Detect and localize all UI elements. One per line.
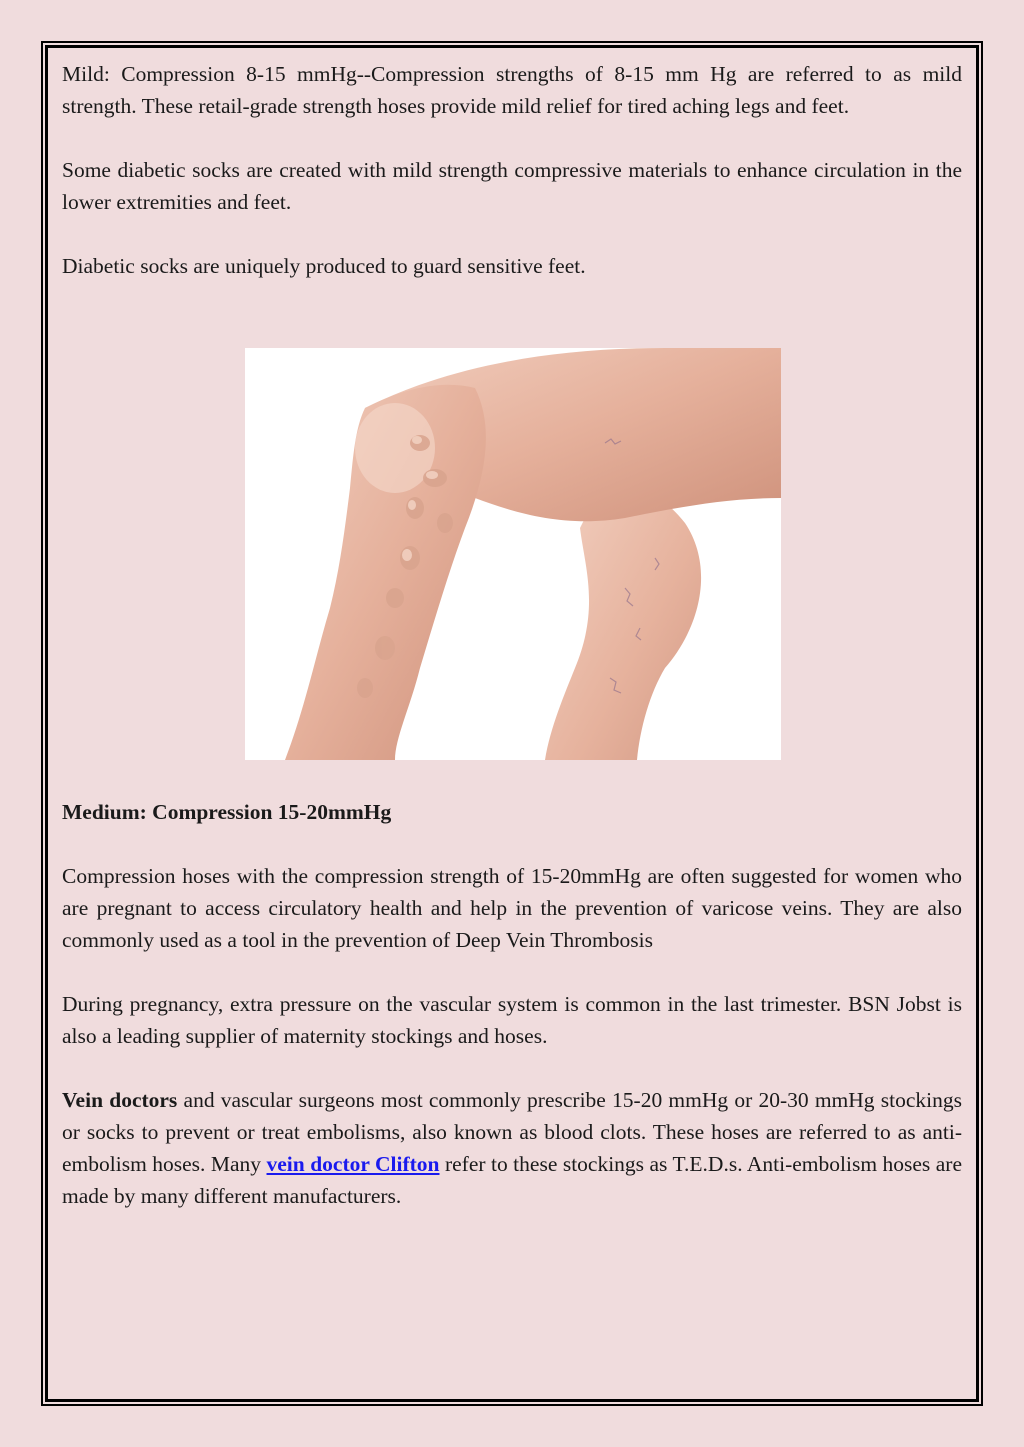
paragraph-diabetic-socks-purpose: Diabetic socks are uniquely produced to guard sensitive feet. <box>62 254 586 278</box>
paragraph-medium-body: Compression hoses with the compression strength of 15-20mmHg are often suggested for women who are pregnant to access circulatory health and help in the prevention of varicose veins. They are also commonly used as a tool in the prevention of Deep Vein Thrombosis <box>62 864 962 952</box>
paragraph-vein-doctors <box>62 1084 962 1212</box>
vein-doctor-clifton-link[interactable]: vein doctor Clifton <box>266 1152 440 1176</box>
varicose-veins-legs-image <box>245 348 781 760</box>
vein-doctors-bold: Vein doctors <box>62 1088 178 1112</box>
paragraph-diabetic-socks: Some diabetic socks are created with mild strength compressive materials to enhance circulation in the lower extremities and feet. <box>62 158 962 214</box>
vein-doctors-text-2: refer to these stockings as T.E.D.s. Anti-embolism hoses are made by many different manufacturers. <box>62 1152 962 1208</box>
document-body <box>62 58 962 282</box>
paragraph-pregnancy: During pregnancy, extra pressure on the vascular system is common in the last trimester. BSN Jobst is also a leading supplier of maternity stockings and hoses. <box>62 992 962 1048</box>
section-heading-medium: Medium: Compression 15-20mmHg <box>62 800 392 824</box>
paragraph-mild-intro: Mild: Compression 8-15 mmHg--Compression strengths of 8-15 mm Hg are referred to as mild strength. These retail-grade strength hoses provide mild relief for tired aching legs and feet. <box>62 62 962 118</box>
vein-doctors-text-1: and vascular surgeons most commonly prescribe 15-20 mmHg or 20-30 mmHg stockings or socks to prevent or treat embolisms, also known as blood clots. These hoses are referred to as anti-embolism hoses. Many <box>62 1088 962 1176</box>
document-body-lower <box>62 796 962 1212</box>
